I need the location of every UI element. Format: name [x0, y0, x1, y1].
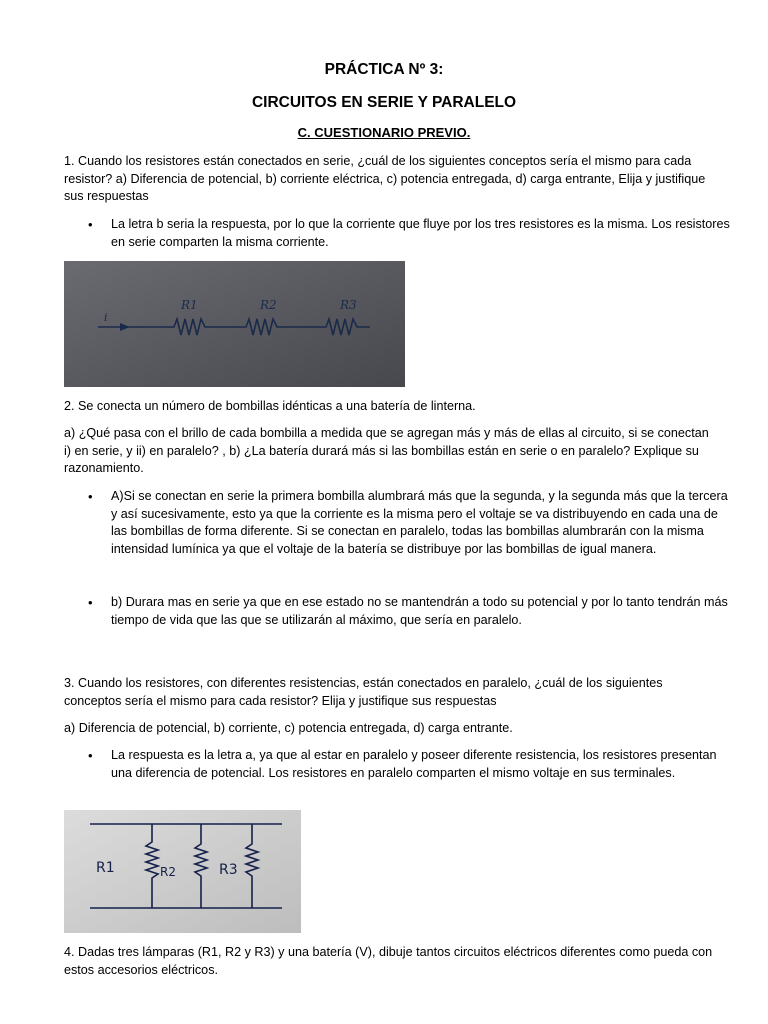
bullet-icon: • — [88, 217, 93, 232]
r2-label: R2 — [160, 865, 176, 879]
current-label: i — [104, 311, 108, 324]
r1-label: R1 — [96, 860, 115, 876]
series-circuit-photo — [64, 261, 405, 387]
page-title: PRÁCTICA Nº 3: — [324, 61, 444, 78]
answer-2a — [86, 488, 731, 558]
answer-3-text: La respuesta es la letra a, ya que al estar en paralelo y poseer diferente resistencia, los resistores presentan una diferencia de potencial. Los resistores en paralelo comparten el mismo voltaje en sus terminales. — [111, 748, 717, 780]
answer-1-text: La letra b seria la respuesta, por lo que la corriente que fluye por los tres resistores es la misma. Los resistores en serie comparten la misma corriente. — [111, 217, 730, 249]
r3-label: R3 — [219, 862, 238, 878]
section-heading: C. CUESTIONARIO PREVIO. — [297, 125, 471, 140]
question-4: 4. Dadas tres lámparas (R1, R2 y R3) y una batería (V), dibuje tantos circuitos eléctricos diferentes como pueda con estos accesorios eléctricos. — [64, 945, 713, 977]
question-2: 2. Se conecta un número de bombillas idénticas a una batería de linterna. — [64, 399, 476, 413]
r1-label: R1 — [181, 298, 198, 312]
answer-2a-text: A)Si se conectan en serie la primera bombilla alumbrará más que la segunda, y la segunda más que la tercera y así sucesivamente, esto ya que la corriente es la misma pero el voltaje se va distribuyendo en cada una de las bombillas de forma diferente. Si se conectan en paralelo, todas las bombillas alumbrarán con la misma intensidad lumínica ya que el voltaje de la batería se distribuye por las bombillas de igual manera. — [111, 489, 728, 556]
answer-2b-text: b) Durara mas en serie ya que en ese estado no se mantendrán a todo su potencial y por lo tanto tendrán más tiempo de vida que las que se utilizarán al máximo, que sería en paralelo. — [111, 595, 728, 627]
series-circuit-drawing — [64, 261, 405, 387]
bullet-icon: • — [88, 489, 93, 504]
answer-1 — [86, 216, 731, 251]
parallel-circuit-photo — [64, 810, 301, 933]
bullet-icon: • — [88, 748, 93, 763]
question-2a: a) ¿Qué pasa con el brillo de cada bombilla a medida que se agregan más y más de ellas al circuito, si se conectan i) en serie, y ii) en paralelo? , b) ¿La batería durará más si las bombillas están en serie o en paralelo? Explique su razonamiento. — [64, 426, 709, 476]
parallel-circuit-drawing — [64, 810, 301, 933]
r2-label: R2 — [260, 298, 277, 312]
page-subtitle: CIRCUITOS EN SERIE Y PARALELO — [251, 94, 517, 111]
question-1: 1. Cuando los resistores están conectados en serie, ¿cuál de los siguientes conceptos sería el mismo para cada resistor? a) Diferencia de potencial, b) corriente eléctrica, c) potencia entregada, d) carga entrante, Elija y justifique sus respuestas — [64, 154, 706, 204]
answer-3 — [86, 747, 731, 782]
question-3-options: a) Diferencia de potencial, b) corriente, c) potencia entregada, d) carga entrante. — [64, 721, 513, 735]
question-3: 3. Cuando los resistores, con diferentes resistencias, están conectados en paralelo, ¿cuál de los siguientes conceptos sería el mismo para cada resistor? Elija y justifique sus respuestas — [64, 676, 663, 708]
bullet-icon: • — [88, 595, 93, 610]
r3-label: R3 — [340, 298, 357, 312]
answer-2b — [86, 594, 731, 629]
